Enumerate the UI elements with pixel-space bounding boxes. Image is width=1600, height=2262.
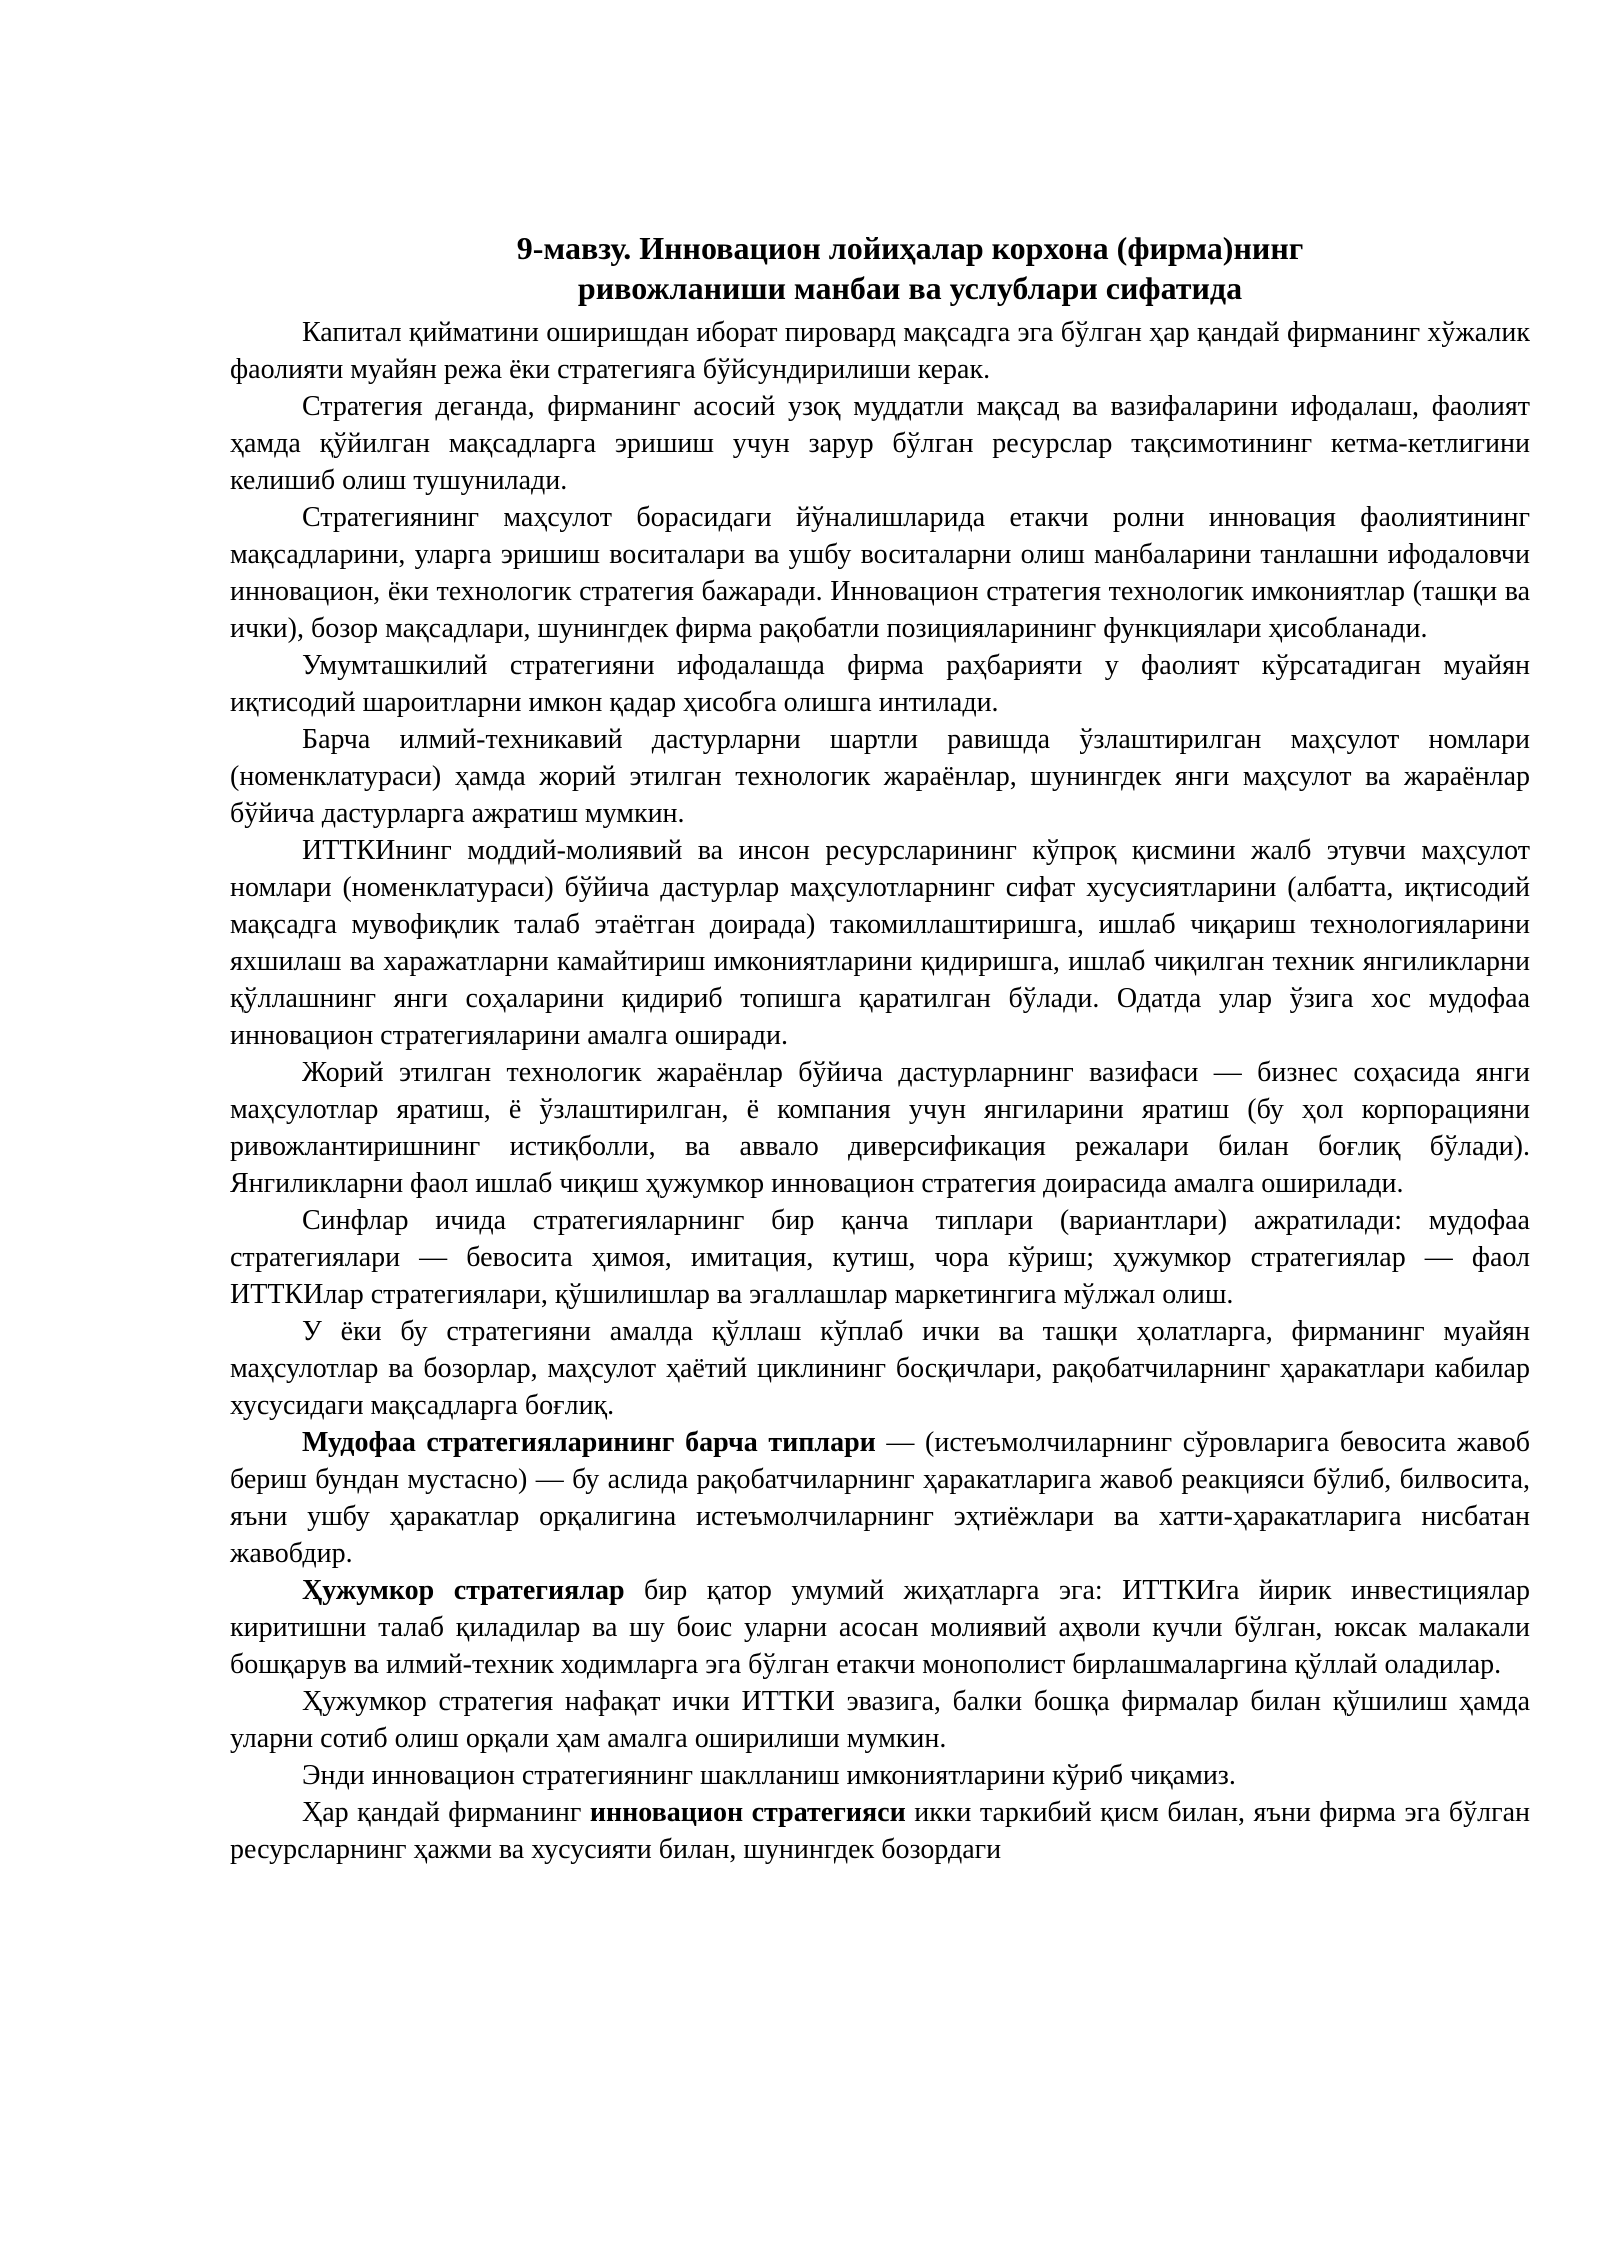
- paragraph: Стратегия деганда, фирманинг асосий узоқ муддатли мақсад ва вазифаларини ифодалаш, фаолият ҳамда қўйилган мақсадларга эришиш учун зарур бўлган ресурслар тақсимотининг кетма-кетлигини келишиб олиш тушунилади.: [230, 391, 1530, 496]
- paragraph: Капитал қийматини оширишдан иборат пировард мақсадга эга бўлган ҳар қандай фирманинг хўжалик фаолияти муайян режа ёки стратегияга бўйсундирилиши керак.: [230, 317, 1530, 385]
- paragraph: Синфлар ичида стратегияларнинг бир қанча типлари (вариантлари) ажратилади: мудофаа стратегиялари — бевосита ҳимоя, имитация, кутиш, чора кўриш; ҳужумкор стратегиялар — фаол ИТТКИлар стратегиялари, қўшилишлар ва эгаллашлар маркетингига мўлжал олиш.: [230, 1205, 1530, 1310]
- paragraph: Ҳужумкор стратегия нафақат ички ИТТКИ эвазига, балки бошқа фирмалар билан қўшилиш ҳамда уларни сотиб олиш орқали ҳам амалга оширилиши мумкин.: [230, 1686, 1530, 1754]
- bold-term: Мудофаа стратегияларининг барча типлари: [302, 1427, 876, 1458]
- paragraph: Ҳар қандай фирманинг инновацион стратегияси икки таркибий қисм билан, яъни фирма эга бўлган ресурсларнинг ҳажми ва хусусияти билан, шунингдек бозордаги: [230, 1797, 1530, 1865]
- document-body: [230, 314, 1530, 1868]
- paragraph: Жорий этилган технологик жараёнлар бўйича дастурларнинг вазифаси — бизнес соҳасида янги маҳсулотлар яратиш, ё ўзлаштирилган, ё компания учун янгиларини яратиш (бу ҳол корпорацияни ривожлантиришнинг истиқболли, ва аввало диверсификация режалари билан боғлиқ бўлади). Янгиликларни фаол ишлаб чиқиш ҳужумкор инновацион стратегия доирасида амалга оширилади.: [230, 1057, 1530, 1199]
- paragraph: ИТТКИнинг моддий-молиявий ва инсон ресурсларининг кўпроқ қисмини жалб этувчи маҳсулот номлари (номенклатураси) бўйича дастурлар маҳсулотларнинг сифат хусусиятларини (албатта, иқтисодий мақсадга мувофиқлик талаб этаётган доирада) такомиллаштиришга, ишлаб чиқариш технологияларини яхшилаш ва харажатларни камайтириш имкониятларини қидиришга, ишлаб чиқилган техник янгиликларни қўллашнинг янги соҳаларини қидириб топишга қаратилган бўлади. Одатда улар ўзига хос мудофаа инновацион стратегияларини амалга оширади.: [230, 835, 1530, 1051]
- document-title: [230, 228, 1530, 308]
- paragraph: Энди инновацион стратегиянинг шаклланиш имкониятларини кўриб чиқамиз.: [302, 1760, 1236, 1791]
- title-line-2: ривожланиши манбаи ва услублари сифатида: [577, 270, 1243, 306]
- document-page: [230, 228, 1530, 1868]
- title-line-1: 9-мавзу. Инновацион лойиҳалар корхона (фирма)нинг: [516, 230, 1304, 266]
- paragraph: Ҳужумкор стратегиялар бир қатор умумий жиҳатларга эга: ИТТКИга йирик инвестициялар киритишни талаб қиладилар ва шу боис уларни асосан молиявий аҳволи кучли бўлган, юксак малакали бошқарув ва илмий-техник ходимларга эга бўлган етакчи монополист бирлашмаларгина қўллай оладилар.: [230, 1575, 1530, 1680]
- paragraph: Мудофаа стратегияларининг барча типлари — (истеъмолчиларнинг сўровларига бевосита жавоб бериш бундан мустасно) — бу аслида рақобатчиларнинг ҳаракатларига жавоб реакцияси бўлиб, билвосита, яъни ушбу ҳаракатлар орқалигина истеъмолчиларнинг эҳтиёжлари ва хатти-ҳаракатларига нисбатан жавобдир.: [230, 1427, 1530, 1569]
- paragraph: Умумташкилий стратегияни ифодалашда фирма раҳбарияти у фаолият кўрсатадиган муайян иқтисодий шароитларни имкон қадар ҳисобга олишга интилади.: [230, 650, 1530, 718]
- paragraph: Барча илмий-техникавий дастурларни шартли равишда ўзлаштирилган маҳсулот номлари (номенклатураси) ҳамда жорий этилган технологик жараёнлар, шунингдек янги маҳсулот ва жараёнлар бўйича дастурларга ажратиш мумкин.: [230, 724, 1530, 829]
- paragraph: У ёки бу стратегияни амалда қўллаш кўплаб ички ва ташқи ҳолатларга, фирманинг муайян маҳсулотлар ва бозорлар, маҳсулот ҳаётий циклининг босқичлари, рақобатчиларнинг ҳаракатлари кабилар хусусидаги мақсадларга боғлиқ.: [230, 1316, 1530, 1421]
- bold-term: инновацион стратегияси: [589, 1797, 906, 1828]
- paragraph: Стратегиянинг маҳсулот борасидаги йўналишларида етакчи ролни инновация фаолиятининг мақсадларини, уларга эришиш воситалари ва ушбу воситаларни олиш манбаларини танлашни ифодаловчи инновацион, ёки технологик стратегия бажаради. Инновацион стратегия технологик имкониятлар (ташқи ва ички), бозор мақсадлари, шунингдек фирма рақобатли позицияларининг функциялари ҳисобланади.: [230, 502, 1530, 644]
- bold-term: Ҳужумкор стратегиялар: [302, 1575, 625, 1606]
